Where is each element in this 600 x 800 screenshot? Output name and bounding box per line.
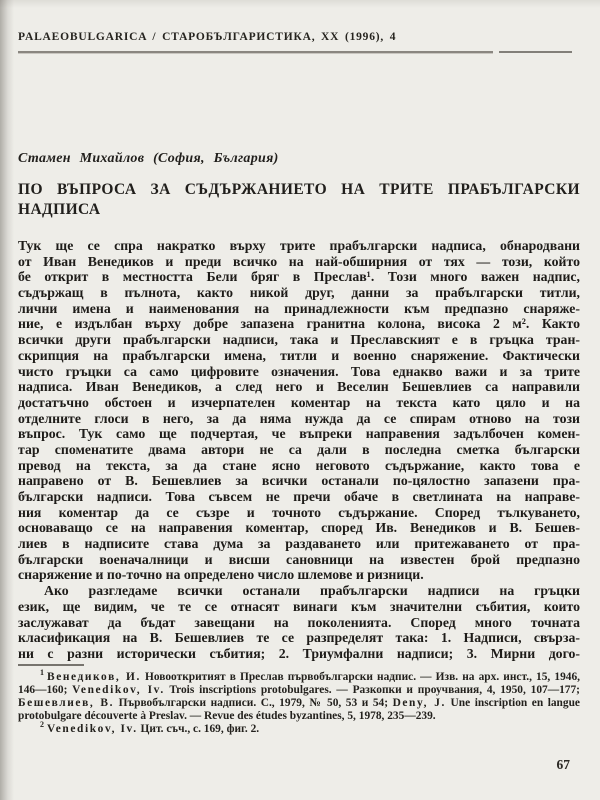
footnote-segment: Une inscription en langue protobulgare découverte à Preslav. — Revue des études byzantines, 5, 1978, 235—239. [18, 697, 580, 722]
page-number: 67 [556, 757, 570, 772]
body-line: Ако разгледаме всички останали прабългарски надписи на гръцки [44, 583, 580, 599]
header-rule-left-segment [18, 51, 493, 54]
body-line: въпрос. Тук само ще подчертая, че въпреки направения задълбочен комен- [18, 426, 580, 442]
body-line: ния коментар да се съзре и точното съдържание. Според тълкуването, [18, 504, 580, 520]
body-line: език, ще видим, че те се отнасят винаги към значителни събития, които [18, 598, 580, 614]
body-line: превод на текста, за да стане ясно неговото съдържание, както това е [18, 457, 580, 473]
body-paragraph [18, 583, 580, 661]
body-line: чисто гръцки са само цифровите означения. Това еднакво важи и за трите [18, 363, 580, 379]
body-line: всички други прабългарски надписи, така и Преславският е в гръцка тран- [18, 332, 580, 348]
body-text [18, 238, 580, 662]
body-line: направено от В. Бешевлиев за всички останали по-цялостно запазени пра- [18, 473, 580, 489]
footnote [18, 720, 580, 736]
author-line: Стамен Михайлов (София, България) [18, 151, 279, 166]
footnote-marker: 1 [40, 668, 44, 678]
header-rule [18, 51, 572, 54]
footnote [18, 668, 581, 723]
body-line: отделните глоси в него, за да няма нужда да се спирам отново на този [18, 410, 580, 426]
footnotes [18, 668, 581, 736]
body-line: скрипция на прабългарски имена, титли и военно снаряжение. Фактически [18, 347, 580, 363]
footnote-segment: Първобългарски надписи. С., 1979, № 50, 53 и 54; [114, 697, 393, 709]
body-line: български надписи. Това съвсем не пречи обаче в светлината на направе- [18, 489, 580, 504]
footnote-segment: Deny, J. [392, 697, 446, 709]
body-line: надписа. Иван Венедиков, а след него и Веселин Бешевлиев са направили [18, 379, 580, 395]
footnote-segment: Цит. съч., с. 169, фиг. 2. [137, 723, 260, 735]
title-line: НАДПИСА [18, 200, 101, 218]
scan-shadow-top [0, 0, 600, 8]
journal-header: PALAEOBULGARICA / СТАРОБЪЛГАРИСТИКА, XX (1996), 4 [18, 31, 397, 43]
header-rule-right-segment [499, 51, 572, 53]
body-line: Тук ще се спра накратко върху трите прабългарски надписа, обнародвани [18, 238, 580, 253]
body-line: български военачалници и висши сановници на известен брой предпазно [18, 551, 580, 567]
body-line: заслужават да бъдат завещани на поколенията. Според много точната [18, 614, 580, 630]
body-line: ни с разни исторически събития; 2. Триумфални надписи; 3. Мирни дого- [18, 645, 580, 661]
body-line: тар споменатите двама автори не са дали в последна сметка български [18, 441, 580, 457]
footnote-marker: 2 [40, 720, 44, 730]
footnote-segment: Venedikov, Iv. [47, 723, 138, 735]
body-line: съдържащ в пълнота, както никой друг, данни за прабългарски титли, [18, 285, 580, 301]
article-title [18, 180, 580, 219]
footnote-separator-rule [18, 664, 84, 666]
body-paragraph [18, 238, 580, 583]
body-line: лични имена и наименования на принадлежности към предпазно снаряже- [18, 300, 580, 316]
body-line: класификация на В. Бешевлиев те се разпределят така: 1. Надписи, свърза- [18, 630, 580, 646]
body-line: снаряжение и по-точно на определено число шлемове и ризници. [18, 567, 424, 583]
title-line: ПО ВЪПРОСА ЗА СЪДЪРЖАНИЕТО НА ТРИТЕ ПРАБЪЛГАРСКИ [18, 181, 580, 198]
body-line: бе открит в местността Бели бряг в Преслав¹. Този много важен надпис, [18, 269, 580, 285]
footnote-segment: Trois inscriptions protobulgares. — Разкопки и проучвания, 4, 1950, 107—177; [164, 684, 580, 696]
body-line: ние, е издълбан върху добре запазена гранитна колона, висока 2 м². Както [18, 316, 580, 332]
footnote-segment: Бешевлиев, В. [18, 697, 115, 709]
body-line: от Иван Венедиков и преди всичко на най-обширния от тях — този, който [18, 253, 580, 269]
footnote-segment: Venedikov, Iv. [72, 684, 165, 696]
scan-shadow-left [0, 0, 14, 800]
footnote-segment: Венедиков, И. [47, 671, 141, 683]
footnote-segment: Новооткритият в Преслав първобългарски надпис. — Изв. на арх. инст., 15, 1946, 146—160; [18, 671, 581, 696]
body-line: достатъчно обстоен и изчерпателен коментар на текста като цяло и на [18, 394, 580, 410]
body-line: основаващо се на направения коментар, според Ив. Венедиков и В. Бешев- [18, 520, 580, 536]
body-line: лиев в надписите става дума за раздаването или притежаването от пра- [18, 536, 580, 552]
